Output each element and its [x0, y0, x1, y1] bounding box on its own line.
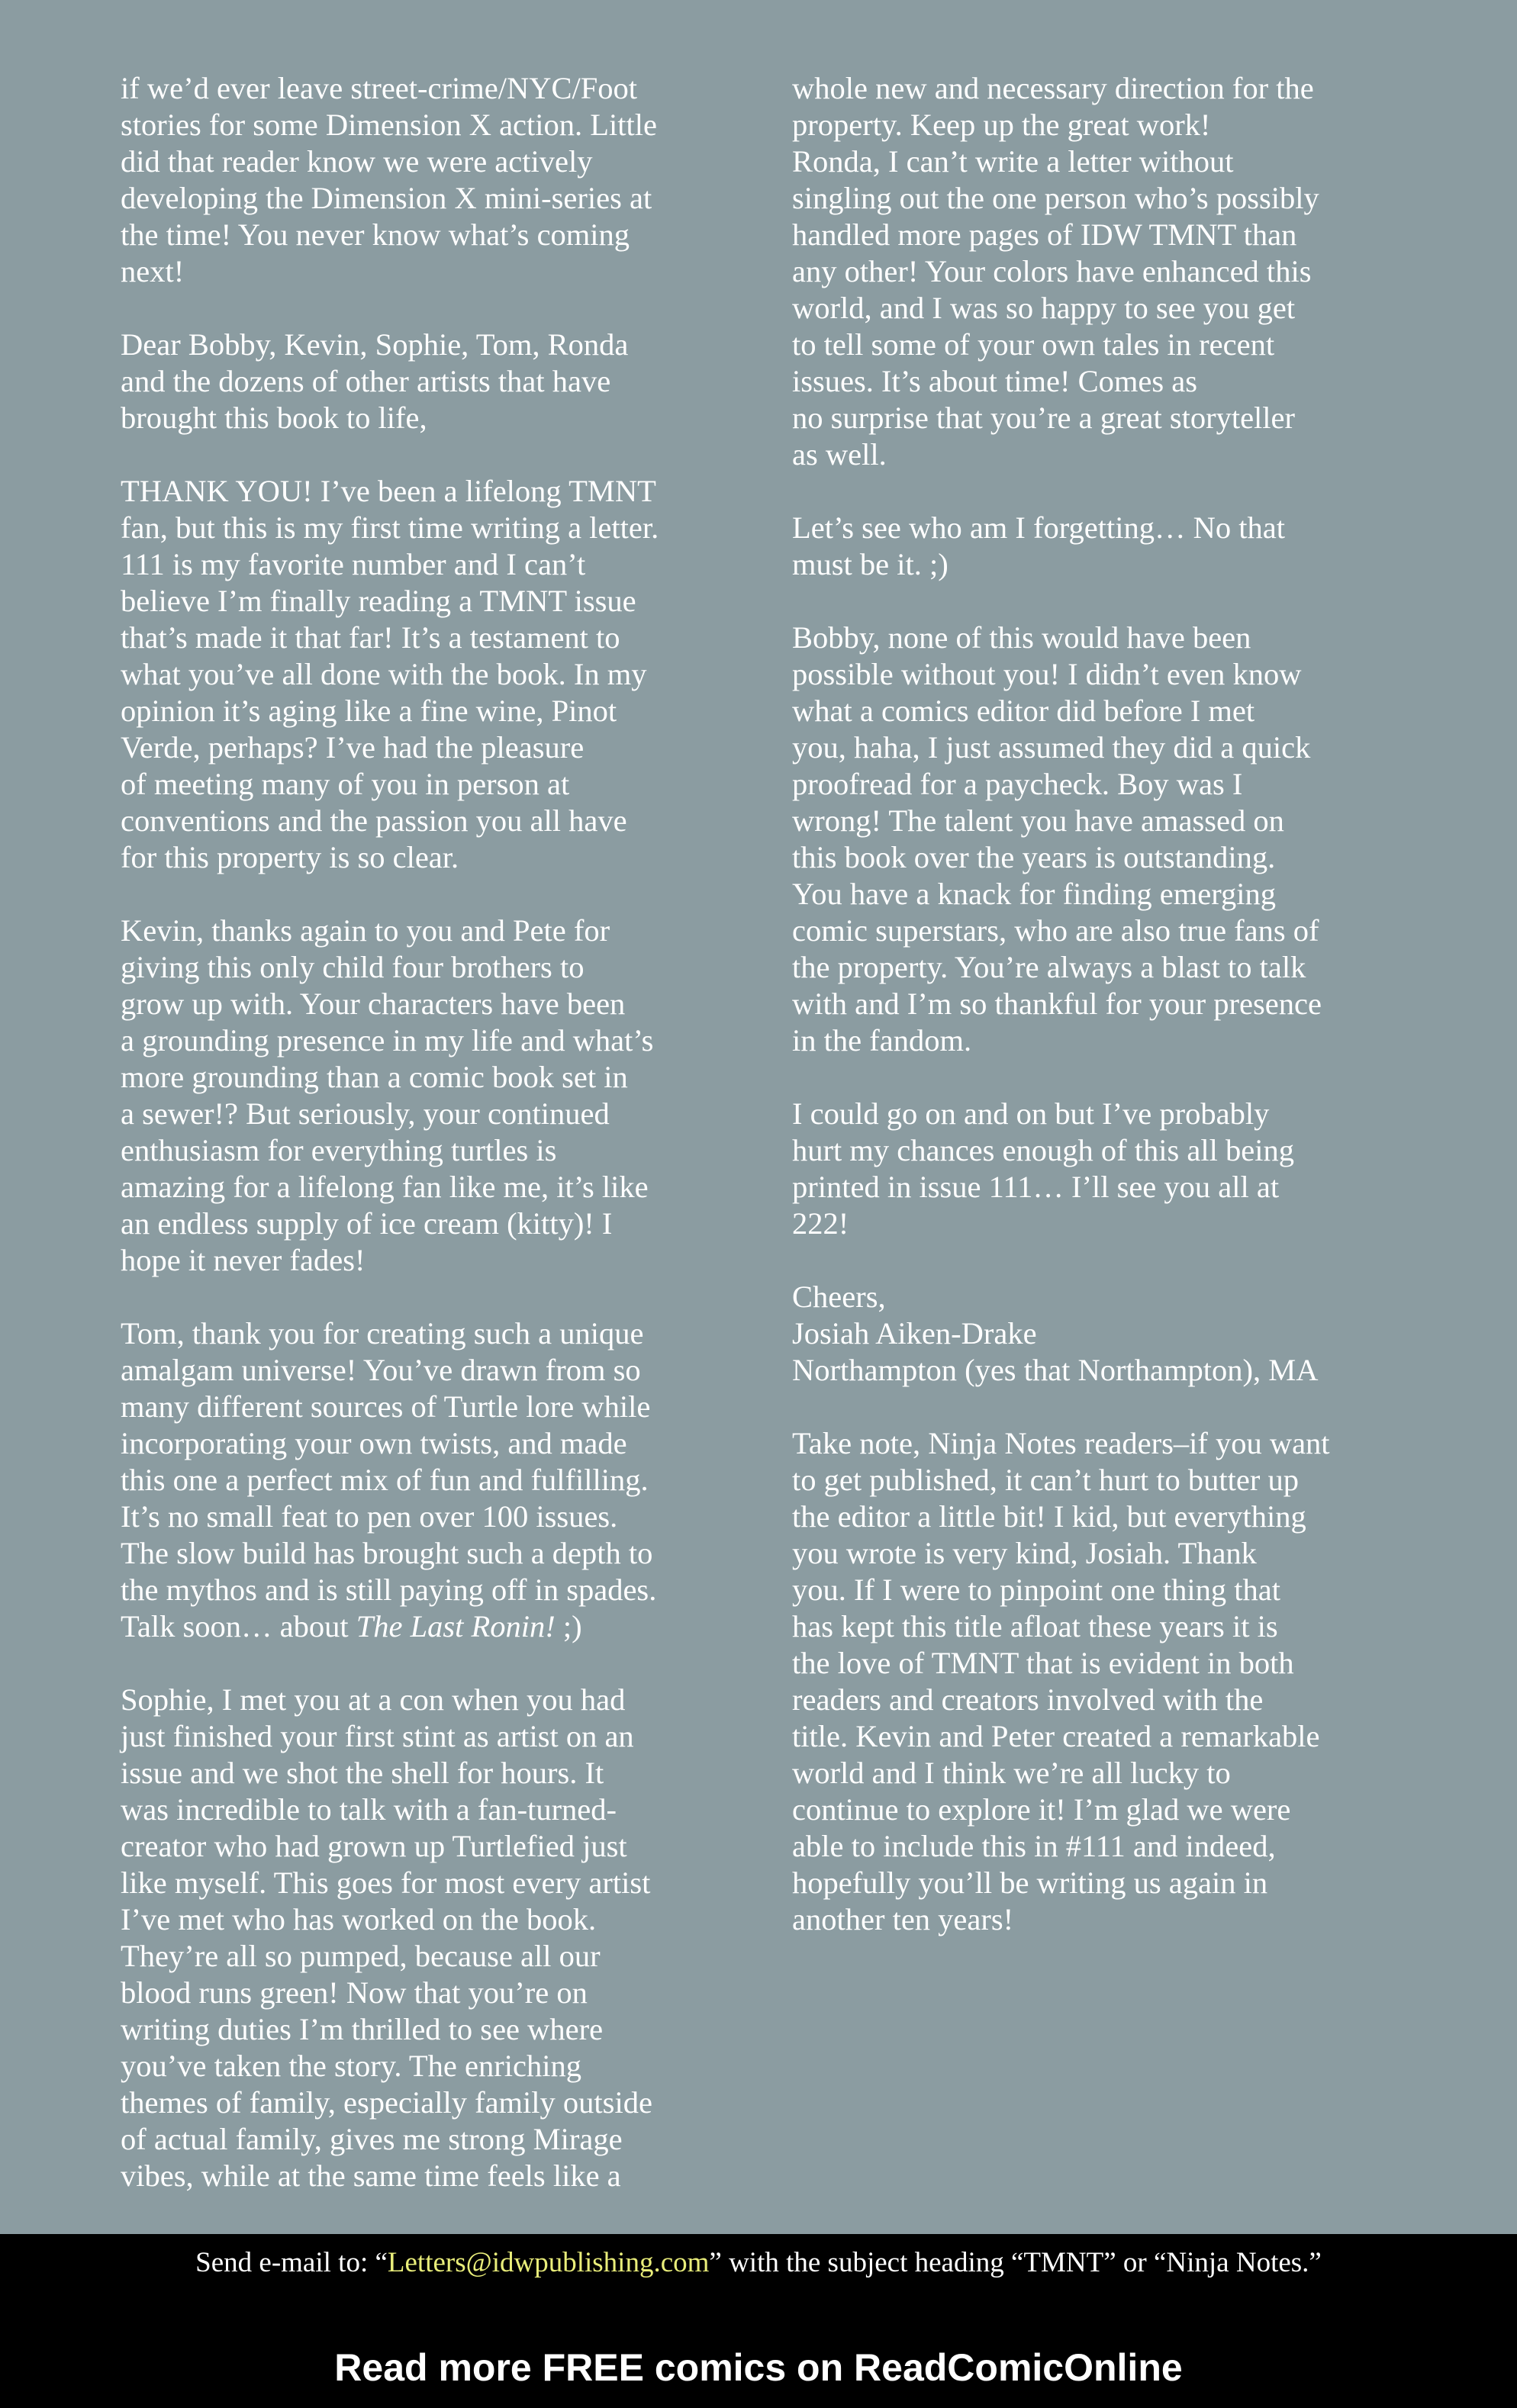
letter-paragraph: I could go on and on but I’ve probably hurt my chances enough of this all being printed in issue 111… I’ll see you all at 222! — [792, 1096, 1294, 1241]
letter-paragraph: whole new and necessary direction for the property. Keep up the great work! Ronda, I can’t write a letter without singling out the one person who’s possibly handled more pages of IDW TMNT than any other! Your colors have enhanced this world, and I was so happy to see you get to tell some of your own tales in recent issues. It’s about time! Comes as no surprise that you’re a great storyteller as well. — [792, 71, 1319, 472]
letter-signature-location: Northampton (yes that Northampton), MA — [792, 1353, 1319, 1387]
letter-paragraph — [121, 1315, 765, 1645]
letter-paragraph: THANK YOU! I’ve been a lifelong TMNT fan, but this is my first time writing a letter. 111 is my favorite number and I can’t believe I’m finally reading a TMNT issue that’s made it that far! It’s a testament to what you’ve all done with the book. In my opinion it’s aging like a fine wine, Pinot Verde, perhaps? I’ve had the pleasure of meeting many of you in person at conventions and the passion you all have for this property is so clear. — [121, 474, 659, 874]
email-instructions — [0, 2245, 1517, 2281]
letter-paragraph: Let’s see who am I forgetting… No that must be it. ;) — [792, 510, 1285, 581]
watermark-text: Read more FREE comics on ReadComicOnline — [334, 2346, 1183, 2389]
email-instructions-suffix: ” with the subject heading “TMNT” or “Ninja Notes.” — [709, 2247, 1322, 2278]
comic-title: The Last Ronin! — [356, 1609, 556, 1643]
letter-paragraph: Bobby, none of this would have been possible without you! I didn’t even know what a comics editor did before I met you, haha, I just assumed they did a quick proofread for a paycheck. Boy was I wrong! The talent you have amassed on this book over the years is outstanding. You have a knack for finding emerging comic superstars, who are also true fans of the property. You’re always a blast to talk with and I’m so thankful for your presence in the fandom. — [792, 620, 1322, 1058]
letter-salutation: Dear Bobby, Kevin, Sophie, Tom, Ronda and the dozens of other artists that have brought this book to life, — [121, 327, 629, 435]
letter-signoff: Cheers, — [792, 1280, 886, 1314]
letter-paragraph: Kevin, thanks again to you and Pete for giving this only child four brothers to grow up with. Your characters have been a grounding presence in my life and what’s more grounding than a comic book set in a sewer!? But seriously, your continued enthusiasm for everything turtles is amazing for a lifelong fan like me, it’s like an endless supply of ice cream (kitty)! I hope it never fades! — [121, 913, 654, 1277]
right-column — [792, 70, 1425, 1938]
letter-signature-name: Josiah Aiken-Drake — [792, 1316, 1037, 1350]
letter-paragraph: Sophie, I met you at a con when you had just finished your first stint as artist on an issue and we shot the shell for hours. It was incredible to talk with a fan-turned- creator who had grown up Turtlefied just like myself. This goes for most every artist I’ve met who has worked on the book. They’re all so pumped, because all our blood runs green! Now that you’re on writing duties I’m thrilled to see where you’ve taken the story. The enriching themes of family, especially family outside of actual family, gives me strong Mirage vibes, while at the same time feels like a — [121, 1682, 652, 2193]
letter-text: Tom, thank you for creating such a unique amalgam universe! You’ve drawn from so many different sources of Turtle lore while incorporating your own twists, and made this one a perfect mix of fun and fulfilling. It’s no small feat to pen over 100 issues. The slow build has brought such a depth to the mythos and is still paying off in spades. Talk soon… about — [121, 1316, 657, 1643]
left-column — [121, 70, 765, 2194]
email-instructions-prefix: Send e-mail to: “ — [195, 2247, 388, 2278]
letter-paragraph: if we’d ever leave street-crime/NYC/Foot stories for some Dimension X action. Little did that reader know we were actively developing the Dimension X mini-series at the time! You never know what’s coming next! — [121, 71, 657, 288]
email-address: Letters@idwpublishing.com — [387, 2247, 710, 2278]
letter-text: ;) — [555, 1609, 582, 1643]
editor-reply: Take note, Ninja Notes readers–if you want to get published, it can’t hurt to butter up the editor a little bit! I kid, but everything you wrote is very kind, Josiah. Thank you. If I were to pinpoint one thing that has kept this title afloat these years it is the love of TMNT that is evident in both readers and creators involved with the title. Kevin and Peter created a remarkable world and I think we’re all lucky to continue to explore it! I’m glad we were able to include this in #111 and indeed, hopefully you’ll be writing us again in another ten years! — [792, 1426, 1330, 1936]
